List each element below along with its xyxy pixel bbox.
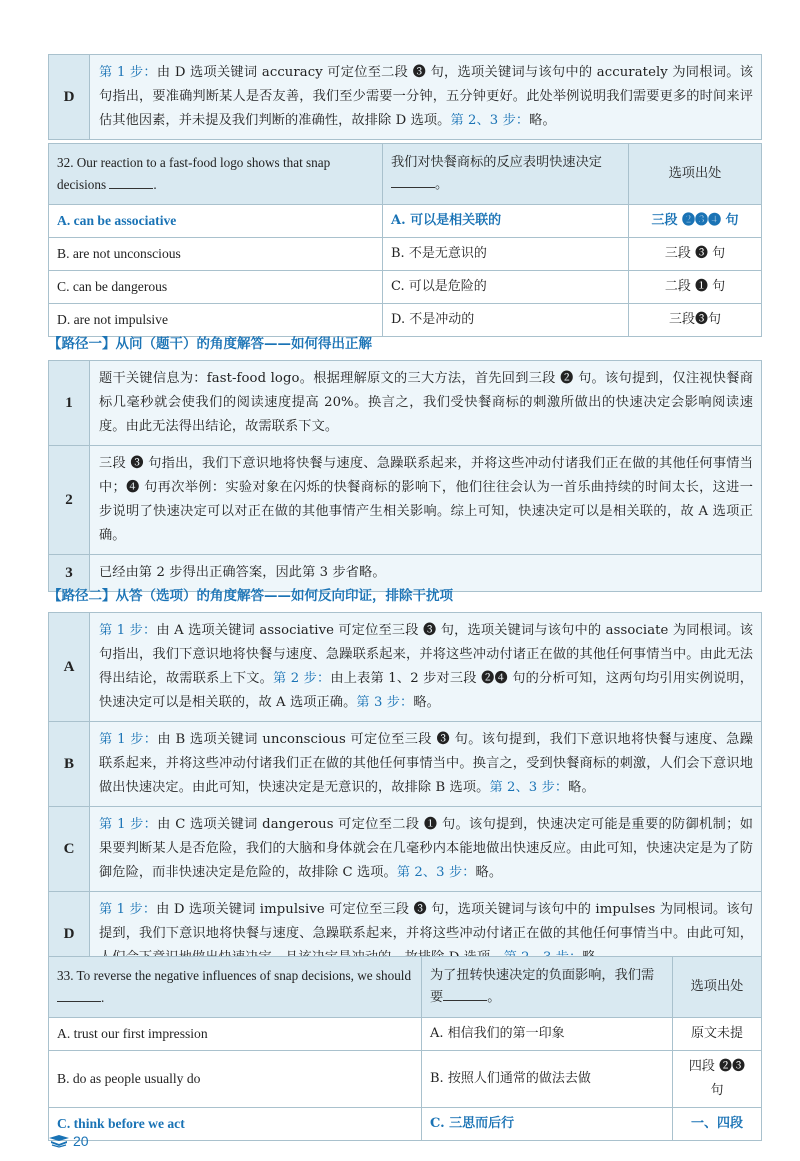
- step-marker: 第 1 步：: [99, 817, 158, 832]
- step-text: 由 D 选项关键词 impulsive 可定位至三段 ❸ 句，选项关键词与该句中的 impulses 为同根词。该句提到，我们下意识地将快餐与速度、急躁联系起来，并将这些冲动付诸正在做的其他任何事情当中。由此可知，: [99, 902, 753, 941]
- step-marker: 第 3 步：: [356, 695, 414, 710]
- path-one-title: 【路径一】从问（题干）的角度解答——如何得出正解: [48, 336, 372, 352]
- step-text: 略。: [529, 113, 556, 128]
- step-text: 由 B 选项关键词 unconscious 可定位至三段 ❸ 句。该句提到，我们下意识地将快餐与速度、急躁联系起来，并将这些冲动付诸我们正在做的其他任何事情当中。换言之，受到快餐商标的刺激，人们会下意识地做出快速决定。由此可知，快速决定是无意识的，故排除 B 选项。: [99, 732, 753, 795]
- path-two-table: [48, 612, 762, 977]
- option-row: [49, 205, 762, 238]
- page-number-text: 20: [73, 1133, 89, 1149]
- step-marker: 第 1 步：: [99, 65, 157, 80]
- question-zh: 为了扭转快速决定的负面影响，我们需要 。: [422, 957, 673, 1018]
- step-text: 三段 ❸ 句指出，我们下意识地将快餐与速度、急躁联系起来，并将这些冲动付诸我们正在做的其他任何事情当中；❹ 句再次举例：实验对象在闪烁的快餐商标的影响下，他们往往会认为一首乐曲持续的时间太长，这进一步说明了快速决定可以对正在做的其他事情产生相关影响。综上可知，快速决定可以是相关联的，故 A 选项正确。: [99, 456, 753, 543]
- row-label: B: [49, 722, 90, 807]
- source-header: 选项出处: [673, 957, 762, 1018]
- row-label: A: [49, 613, 90, 722]
- row-text: [90, 361, 762, 446]
- row-label: 3: [49, 555, 90, 592]
- option-en: C. can be dangerous: [49, 271, 383, 304]
- option-rows: [49, 1018, 762, 1141]
- step-text: 略。: [413, 695, 440, 710]
- option-source: 一、四段: [673, 1108, 762, 1141]
- question-header-row: [49, 957, 762, 1018]
- row-label: 1: [49, 361, 90, 446]
- step-marker: 第 2、3 步：: [450, 113, 530, 128]
- step-text: 题干关键信息为：fast-food logo。根据理解原文的三大方法，首先回到三段 ❷ 句。该句提到，仅注视快餐商标几毫秒就会使我们的阅读速度提高 20%。换言之，我们受快餐商标的刺激所做出的快速决定会影响阅读速度。由此无法得出结论，故需联系下文。: [99, 371, 753, 434]
- option-en: B. are not unconscious: [49, 238, 383, 271]
- row-label: D: [49, 55, 90, 140]
- step-text: 由 A 选项关键词 associative 可定位至三段 ❸ 句，选项关键词与该句中的 associate 为同根词。该句指出，我们下意识地将快餐与速度、急躁联系起来，并将这些冲动付诸正在做的其他任何事情当中。由此无法得出结论，故需联系上下文。: [99, 623, 753, 686]
- question-en: 32. Our reaction to a fast-food logo shows that snap decisions .: [49, 144, 383, 205]
- option-row: [49, 271, 762, 304]
- step-marker: 第 2、3 步：: [489, 780, 569, 795]
- option-source: 四段 ❷❸ 句: [673, 1051, 762, 1108]
- option-en: A. trust our first impression: [49, 1018, 422, 1051]
- path-two-rows: [49, 613, 762, 977]
- step-marker: 第 1 步：: [99, 623, 157, 638]
- book-icon: [48, 1134, 70, 1148]
- option-en: D. are not impulsive: [49, 304, 383, 337]
- option-en: B. do as people usually do: [49, 1051, 422, 1108]
- row-text: [90, 613, 762, 722]
- option-row: [49, 1018, 762, 1051]
- option-zh: D. 不是冲动的: [383, 304, 629, 337]
- option-zh: A. 相信我们的第一印象: [422, 1018, 673, 1051]
- row-label: D: [49, 892, 90, 977]
- option-source: 三段❸句: [629, 304, 762, 337]
- step-marker: 第 2 步：: [272, 671, 331, 686]
- question-header-row: [49, 144, 762, 205]
- step-marker: 第 1 步：: [99, 732, 158, 747]
- option-zh: A. 可以是相关联的: [383, 205, 629, 238]
- row-text: [90, 722, 762, 807]
- option-zh: C. 三思而后行: [422, 1108, 673, 1141]
- option-source: 三段 ❸ 句: [629, 238, 762, 271]
- step-text: 由上表第 1、2 步对三段 ❷❹ 句的分析可知，这两句均引用实例说明，快速决定可以是相关联的，故 A 选项正确。: [99, 671, 753, 710]
- option-zh: B. 按照人们通常的做法去做: [422, 1051, 673, 1108]
- row-text: [90, 807, 762, 892]
- row-text: [90, 446, 762, 555]
- option-en: C. think before we act: [49, 1108, 422, 1141]
- question-zh: 我们对快餐商标的反应表明快速决定。: [383, 144, 629, 205]
- step-text: 由 D 选项关键词 accuracy 可定位至二段 ❸ 句，选项关键词与该句中的 accurately 为同根词。该句指出，要准确判断某人是否友善，我们至少需要一分钟，五分钟更好。此处举例说明我们需要更多的时间来评估其他因素，并未提及我们判断的准确性，故排除 D 选项。: [99, 65, 753, 128]
- question-32-table: [48, 143, 762, 337]
- page-number: [48, 1133, 89, 1149]
- path-two-title: 【路径二】从答（选项）的角度解答——如何反向印证，排除干扰项: [48, 588, 453, 604]
- step-row: [49, 613, 762, 722]
- option-row: [49, 238, 762, 271]
- step-marker: 第 2、3 步：: [396, 865, 476, 880]
- option-source: 三段 ❷❸❹ 句: [629, 205, 762, 238]
- path-one-rows: [49, 361, 762, 592]
- step-text: 由 C 选项关键词 dangerous 可定位至二段 ❶ 句。该句提到，快速决定可能是重要的防御机制；如果要判断某人是否危险，我们的大脑和身体就会在几毫秒内本能地做出快速反应。由此可知，快速决定是为了防御危险，而非快速决定是危险的，故排除 C 选项。: [99, 817, 753, 880]
- step-text: 已经由第 2 步得出正确答案，因此第 3 步省略。: [99, 565, 386, 580]
- path-one-table: [48, 360, 762, 592]
- step-marker: 第 1 步：: [99, 902, 157, 917]
- option-zh: B. 不是无意识的: [383, 238, 629, 271]
- step-row: [49, 446, 762, 555]
- row-text: [90, 55, 762, 140]
- option-row: [49, 1108, 762, 1141]
- step-row: [49, 807, 762, 892]
- question-en: 33. To reverse the negative influences of snap decisions, we should .: [49, 957, 422, 1018]
- step-row: [49, 722, 762, 807]
- step-text: 略。: [475, 865, 503, 880]
- step-row: [49, 361, 762, 446]
- option-en: A. can be associative: [49, 205, 383, 238]
- step-text: 略。: [568, 780, 595, 795]
- source-header: 选项出处: [629, 144, 762, 205]
- option-source: 二段 ❶ 句: [629, 271, 762, 304]
- option-source: 原文未提: [673, 1018, 762, 1051]
- option-row: [49, 1051, 762, 1108]
- explanation-block-prev-d: [48, 54, 762, 140]
- option-zh: C. 可以是危险的: [383, 271, 629, 304]
- question-33-table: [48, 956, 762, 1141]
- row-label: 2: [49, 446, 90, 555]
- step-row: [49, 55, 762, 140]
- option-rows: [49, 205, 762, 337]
- row-label: C: [49, 807, 90, 892]
